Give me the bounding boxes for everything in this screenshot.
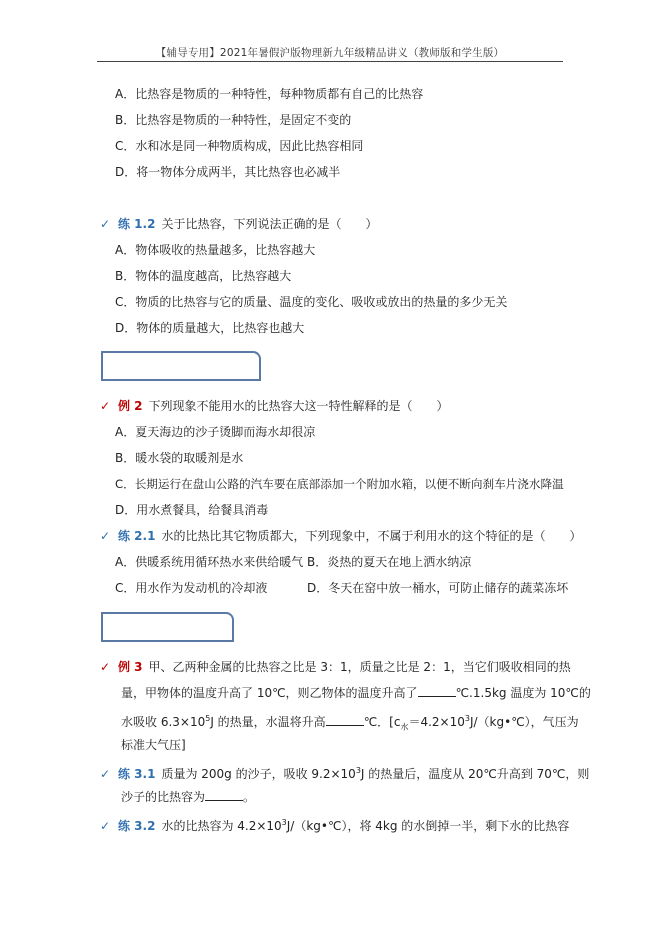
text-segment: ＝4.2×10: [408, 715, 465, 729]
option-b: B．物体的温度越高，比热容越大: [115, 269, 292, 283]
check-icon: ✓: [100, 529, 111, 543]
question-stem: 水的比热比其它物质都大，下列现象中，不属于利用水的这个特征的是（ ）: [161, 529, 582, 543]
question-tag: 练 3.1: [118, 767, 156, 781]
question-1-2: [100, 215, 377, 233]
text-segment: 。: [243, 790, 256, 804]
answer-blank: [418, 684, 456, 697]
question-stem: 关于比热容，下列说法正确的是（ ）: [161, 217, 378, 231]
question-3-1: [100, 762, 589, 783]
answer-blank: [326, 713, 364, 726]
question-tag: 练 3.2: [118, 819, 156, 833]
example-line-2: [121, 684, 591, 702]
option-d: D．冬天在窑中放一桶水，可防止储存的蔬菜冻坏: [307, 581, 569, 595]
superscript: 3: [464, 714, 470, 723]
subscript: 水: [400, 722, 409, 732]
header-divider: [97, 61, 563, 62]
option-d: D．用水煮餐具，给餐具消毒: [115, 503, 269, 517]
option-b: B．炎热的夏天在地上洒水纳凉: [307, 555, 472, 569]
example-line-3: [121, 710, 579, 736]
example-line-4: 标准大气压]: [121, 738, 186, 752]
option-a: A．比热容是物质的一种特性，每种物质都有自己的比热容: [115, 87, 424, 101]
option-d: D．将一物体分成两半，其比热容也必减半: [115, 165, 341, 179]
check-icon: ✓: [100, 767, 111, 781]
text-segment: J 的热量后，温度从 20℃升高到 70℃，则: [360, 767, 590, 781]
superscript: 3: [281, 818, 287, 827]
text-segment: 沙子的比热容为: [121, 790, 206, 804]
example-tag: 例 3: [118, 660, 143, 674]
section-title-box: [101, 612, 234, 642]
example-3: [100, 658, 571, 676]
option-b: B．暖水袋的取暖剂是水: [115, 451, 244, 465]
text-segment: 水吸收 6.3×10: [121, 715, 206, 729]
superscript: 3: [355, 766, 361, 775]
check-icon: ✓: [100, 217, 111, 231]
option-c: C．水和冰是同一种物质构成，因此比热容相同: [115, 139, 364, 153]
text-segment: J 的热量，水温将升高: [210, 715, 326, 729]
text-segment: ℃.1.5kg 温度为 10℃的: [455, 686, 591, 700]
example-line-1: 甲、乙两种金属的比热容之比是 3：1，质量之比是 2：1，当它们吸收相同的热: [148, 660, 571, 674]
option-a: A．供暖系统用循环热水来供给暖气: [115, 555, 304, 569]
question-tag: 练 1.2: [118, 217, 156, 231]
section-title-box: [101, 351, 261, 381]
option-c: C．用水作为发动机的冷却液: [115, 581, 268, 595]
option-a: A．夏天海边的沙子烫脚而海水却很凉: [115, 425, 316, 439]
text-segment: J/（kg•℃），气压为: [469, 715, 579, 729]
text-segment: J/（kg•℃），将 4kg 的水倒掉一半，剩下水的比热容: [286, 819, 570, 833]
option-c: C．长期运行在盘山公路的汽车要在底部添加一个附加水箱，以便不断向刹车片浇水降温: [115, 477, 564, 491]
check-icon: ✓: [100, 660, 111, 674]
option-a: A．物体吸收的热量越多，比热容越大: [115, 243, 316, 257]
question-tag: 练 2.1: [118, 529, 156, 543]
option-b: B．比热容是物质的一种特性，是固定不变的: [115, 113, 352, 127]
example-2: [100, 397, 449, 415]
option-c: C．物质的比热容与它的质量、温度的变化、吸收或放出的热量的多少无关: [115, 295, 508, 309]
text-segment: 质量为 200g 的沙子，吸收 9.2×10: [161, 767, 356, 781]
check-icon: ✓: [100, 399, 111, 413]
text-segment: 量，甲物体的温度升高了 10℃，则乙物体的温度升高了: [121, 686, 418, 700]
option-d: D．物体的质量越大，比热容也越大: [115, 321, 305, 335]
check-icon: ✓: [100, 819, 111, 833]
answer-blank: [205, 788, 243, 801]
example-stem: 下列现象不能用水的比热容大这一特性解释的是（ ）: [148, 399, 449, 413]
superscript: 5: [205, 714, 211, 723]
text-segment: ℃．[c: [363, 715, 401, 729]
example-tag: 例 2: [118, 399, 143, 413]
question-3-2: [100, 814, 569, 835]
question-line-2: [121, 788, 255, 806]
page-header: 【辅导专用】2021年暑假沪版物理新九年级精品讲义（教师版和学生版）: [155, 47, 505, 59]
question-2-1: [100, 527, 581, 545]
text-segment: 水的比热容为 4.2×10: [161, 819, 282, 833]
